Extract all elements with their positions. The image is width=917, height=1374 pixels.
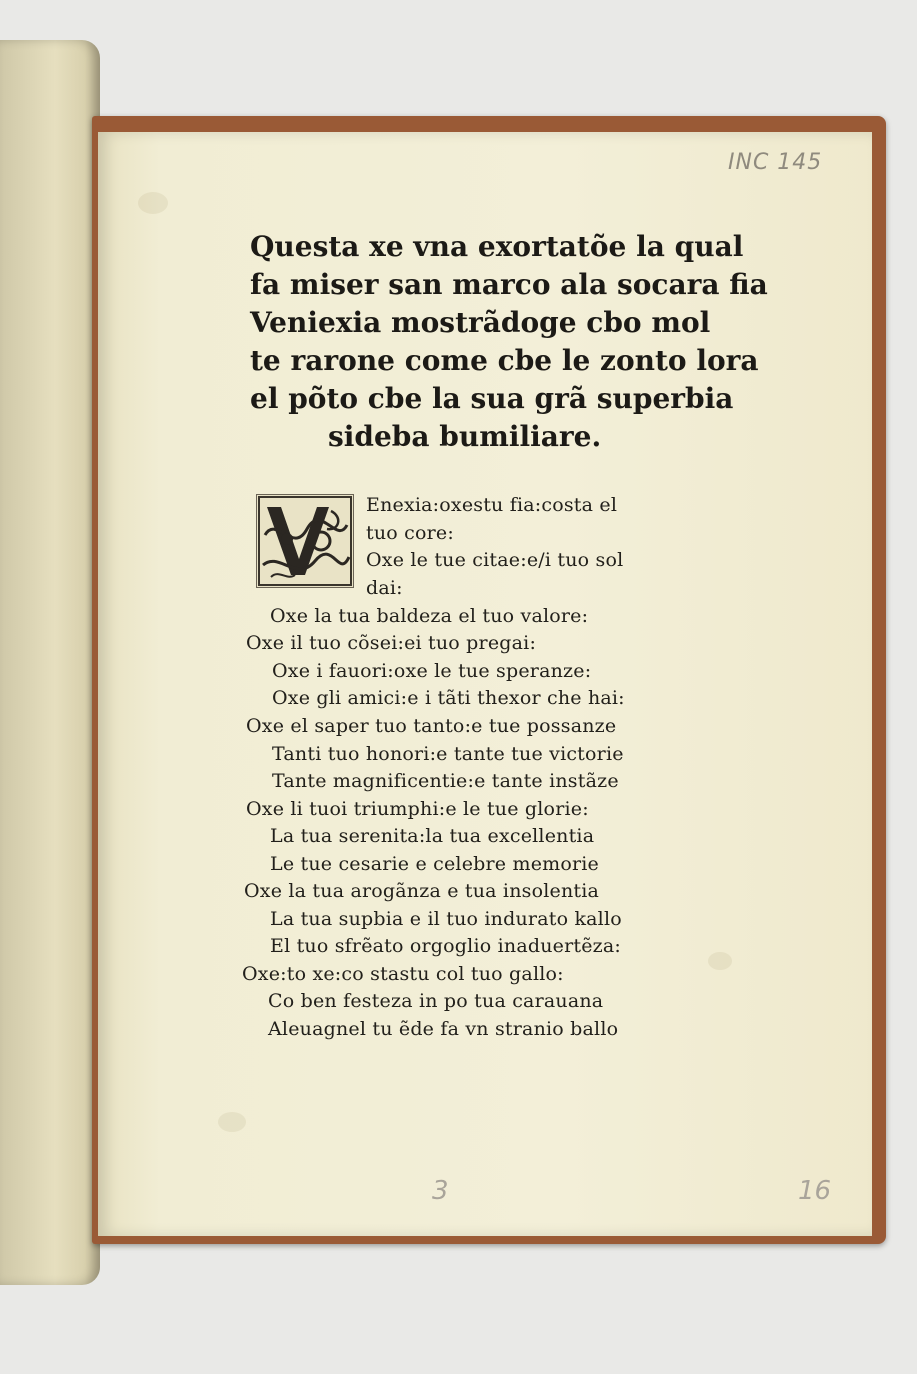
title-line: Venie‍xia mostrãdoge cbo mol [250,306,711,339]
page-number-right: 16 [798,1176,832,1206]
verse-line: La tua supbia e il tuo indurato kallo [270,908,622,930]
verse-line: Oxe il tuo cõsei:ei tuo pregai: [246,632,537,654]
verse-line: Oxe:to xe:co stastu col tuo gallo: [242,963,564,985]
verse-line: Oxe li tuoi triumphi:e le tue glorie: [246,798,589,820]
verse-line: Oxe la tua arogãnza e tua insolentia [244,880,600,902]
verse-line: Oxe i fauori:oxe le tue speranze: [272,660,592,682]
verse-line: Oxe la tua baldeza el tuo valore: [270,605,589,627]
verse-line: Aleuagnel tu ẽde fa vn stranio ballo [268,1018,619,1040]
verse-line: La tua serenita:la tua excellentia [270,825,595,847]
verse-line: Le tue cesarie e celebre memorie [270,853,600,875]
verse-line: dai: [366,577,403,599]
verse-line: Co ben festeza in po tua carauana [268,990,604,1012]
verse-line: Oxe gli amici:e i tãti thexor che hai: [272,687,625,709]
title-line: sideba bumiliare. [328,420,602,453]
title-line: Questa xe vna exortatõe la qual [250,230,744,263]
title-line: te rarone come cbe le zonto lora [250,344,759,377]
verse-line: Oxe el saper tuo tanto:e tue possanze [246,715,617,737]
title-line: fa miser san marco ala socara fia [250,268,768,301]
verse-line: Tante magnificentie:e tante instãze [272,770,619,792]
title-line: el põto cbe la sua grã superbia [250,382,734,415]
verse-line: Tanti tuo honori:e tante tue victorie [272,743,624,765]
verse-line: tuo core: [366,522,454,544]
page-number-center: 3 [432,1176,449,1206]
shelfmark: INC 145 [728,150,823,175]
verse-line: El tuo sfrẽato orgoglio inaduertẽza: [270,935,621,957]
verse-line: Enexia:oxestu fia:costa el [366,494,618,516]
verse-line: Oxe le tue citae:e/i tuo sol [366,549,624,571]
